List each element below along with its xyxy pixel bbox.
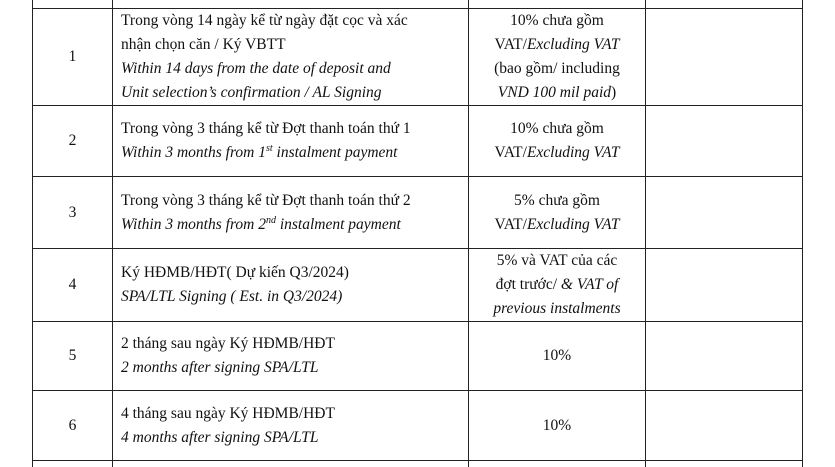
amount-text: đợt trước/	[495, 276, 561, 293]
cell-amount	[469, 461, 646, 467]
amount-line	[469, 213, 645, 237]
description-vi-line: nhận chọn căn / Ký VBTT	[121, 36, 286, 53]
cell-note	[646, 0, 803, 9]
amount-line: 5% chưa gồm	[514, 191, 600, 209]
description-vi-line: Trong vòng 3 tháng kể từ Đợt thanh toán thứ 2	[121, 191, 411, 209]
table-row	[33, 106, 803, 177]
installment-amount: 10%	[469, 391, 646, 461]
description-en-line: 4 months after signing SPA/LTL	[121, 428, 319, 446]
description-vi-line: Trong vòng 14 ngày kể từ ngày đặt cọc và xác	[121, 12, 408, 29]
amount-line: 10% chưa gồm	[510, 120, 604, 137]
installment-note	[646, 177, 803, 249]
description-en-line: Unit selection’s confirmation / AL Signing	[121, 84, 382, 101]
table-row	[33, 322, 803, 391]
installment-note	[646, 391, 803, 461]
amount-text: )	[611, 84, 617, 101]
installment-note	[646, 106, 803, 177]
amount-text-italic: Excluding VAT	[526, 36, 620, 53]
amount-text-italic: & VAT of	[560, 276, 619, 293]
cell-desc	[113, 0, 469, 9]
installment-description	[113, 106, 469, 177]
amount-line	[469, 81, 645, 105]
cell-no	[33, 0, 113, 9]
description-vi-line: Trong vòng 3 tháng kể từ Đợt thanh toán thứ 1	[121, 120, 411, 137]
table-row	[33, 461, 803, 467]
installment-amount	[469, 106, 646, 177]
installment-amount	[469, 9, 646, 106]
table-row	[33, 391, 803, 461]
installment-amount	[469, 177, 646, 249]
amount-text: VAT/	[494, 36, 527, 53]
amount-line	[469, 273, 645, 297]
amount-text-italic: VND 100 mil paid	[497, 84, 612, 101]
amount-line	[469, 33, 645, 57]
table-row	[33, 0, 803, 9]
description-en-line	[121, 213, 464, 237]
amount-line: 10% chưa gồm	[510, 12, 604, 29]
payment-schedule-table	[32, 0, 803, 467]
installment-number: 3	[33, 177, 113, 249]
cell-note	[646, 461, 803, 467]
cell-amount	[469, 0, 646, 9]
table-row	[33, 9, 803, 106]
description-en-text: instalment payment	[272, 144, 398, 161]
installment-number: 5	[33, 322, 113, 391]
description-en-line	[121, 141, 464, 165]
table-row	[33, 249, 803, 322]
description-vi-line: 2 tháng sau ngày Ký HĐMB/HĐT	[121, 335, 335, 352]
description-en-text: Within 3 months from 2	[121, 215, 266, 233]
installment-number: 6	[33, 391, 113, 461]
installment-amount	[469, 249, 646, 322]
description-vi-line: Ký HĐMB/HĐT( Dự kiến Q3/2024)	[121, 264, 349, 281]
installment-note	[646, 322, 803, 391]
installment-description	[113, 249, 469, 322]
amount-text-italic: Excluding VAT	[526, 215, 620, 233]
cell-no	[33, 461, 113, 467]
amount-text-italic: Excluding VAT	[526, 144, 620, 161]
ordinal-suffix: st	[265, 142, 273, 154]
installment-description	[113, 322, 469, 391]
installment-note	[646, 9, 803, 106]
description-vi-line: 4 tháng sau ngày Ký HĐMB/HĐT	[121, 404, 335, 422]
installment-number: 4	[33, 249, 113, 322]
amount-line: 5% và VAT của các	[496, 252, 618, 269]
installment-description	[113, 177, 469, 249]
description-en-line: 2 months after signing SPA/LTL	[121, 359, 319, 376]
amount-line: (bao gồm/ including	[494, 60, 620, 77]
installment-amount: 10%	[469, 322, 646, 391]
installment-description	[113, 391, 469, 461]
amount-line	[469, 141, 645, 165]
table-row	[33, 177, 803, 249]
installment-number: 1	[33, 9, 113, 106]
description-en-text: instalment payment	[275, 215, 401, 233]
ordinal-suffix: nd	[265, 214, 276, 226]
installment-number: 2	[33, 106, 113, 177]
amount-line: previous instalments	[493, 300, 621, 317]
installment-description	[113, 9, 469, 106]
amount-text: VAT/	[494, 144, 527, 161]
cell-desc	[113, 461, 469, 467]
description-en-line: Within 14 days from the date of deposit and	[121, 60, 391, 77]
amount-text: VAT/	[494, 215, 527, 233]
description-en-line: SPA/LTL Signing ( Est. in Q3/2024)	[121, 288, 343, 305]
description-en-text: Within 3 months from 1	[121, 144, 266, 161]
installment-note	[646, 249, 803, 322]
